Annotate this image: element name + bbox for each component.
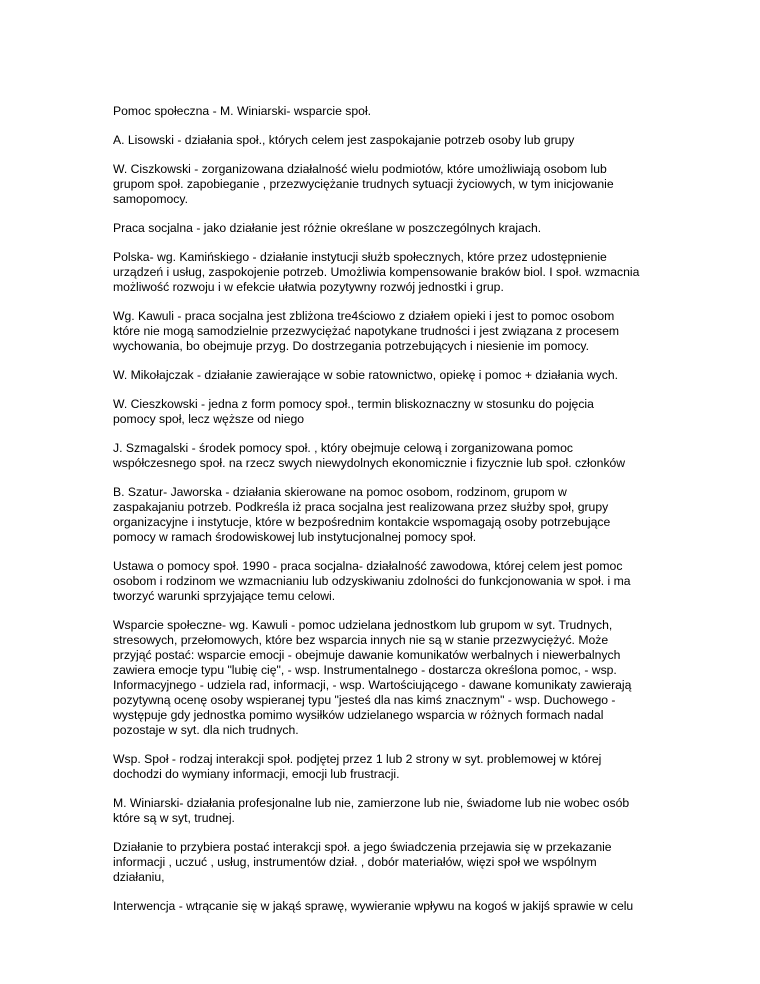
- text-line: Praca socjalna - jako działanie jest różnie określane w poszczególnych krajach.: [113, 221, 542, 235]
- text-line: które są w syt, trudnej.: [113, 811, 235, 825]
- text-line: pomocy w ramach środowiskowej lub instytucjonalnej pomocy społ.: [113, 530, 477, 544]
- paragraph: [113, 752, 653, 782]
- paragraph: [113, 485, 653, 545]
- text-line: J. Szmagalski - środek pomocy społ. , który obejmuje celową i zorganizowana pomoc: [113, 441, 573, 455]
- paragraph: [113, 309, 653, 354]
- text-line: organizacyjne i instytucje, które w bezpośrednim kontakcie wspomagają osoby potrzebujące: [113, 515, 611, 529]
- text-line: Ustawa o pomocy społ. 1990 - praca socjalna- działalność zawodowa, której celem jest pomoc: [113, 559, 623, 573]
- text-line: pozytywną ocenę osoby wspieranej typu "jesteś dla nas kimś znacznym" - wsp. Duchowego -: [113, 693, 616, 707]
- text-line: dochodzi do wymiany informacji, emocji lub frustracji.: [113, 767, 400, 781]
- text-line: informacji , uczuć , usług, instrumentów dział. , dobór materiałów, więzi społ we wspólnym: [113, 855, 597, 869]
- text-line: przyjąć postać: wsparcie emocji - obejmuje dawanie komunikatów werbalnych i niewerbalnych: [113, 648, 621, 662]
- paragraph: [113, 441, 653, 471]
- text-line: tworzyć warunki sprzyjające temu celowi.: [113, 589, 336, 603]
- text-line: W. Cieszkowski - jedna z form pomocy społ., termin bliskoznaczny w stosunku do pojęcia: [113, 397, 594, 411]
- paragraph: [113, 397, 653, 427]
- text-line: Wsparcie społeczne- wg. Kawuli - pomoc udzielana jednostkom lub grupom w syt. Trudnych,: [113, 618, 613, 632]
- text-line: A. Lisowski - działania społ., których celem jest zaspokajanie potrzeb osoby lub grupy: [113, 133, 575, 147]
- text-line: B. Szatur- Jaworska - działania skierowane na pomoc osobom, rodzinom, grupom w: [113, 485, 567, 499]
- paragraph: [113, 899, 653, 914]
- text-line: W. Mikołajczak - działanie zawierające w sobie ratownictwo, opiekę i pomoc + działania wych.: [113, 368, 618, 382]
- text-line: Wsp. Społ - rodzaj interakcji społ. podjętej przez 1 lub 2 strony w syt. problemowej w której: [113, 752, 602, 766]
- document-page: [113, 104, 653, 928]
- text-line: stresowych, przełomowych, które bez wsparcia innych nie są w stanie przezwyciężyć. Może: [113, 633, 609, 647]
- text-line: Interwencja - wtrącanie się w jakąś sprawę, wywieranie wpływu na kogoś w jakijś sprawie w celu: [113, 899, 634, 913]
- text-line: Polska- wg. Kamińskiego - działanie instytucji służb społecznych, które przez udostępnienie: [113, 250, 607, 264]
- text-line: Informacyjnego - udziela rad, informacji, - wsp. Wartościującego - dawane komunikaty zawierają: [113, 678, 632, 692]
- text-line: które nie mogą samodzielnie przezwyciężać napotykane trudności i jest związana z procesem: [113, 324, 620, 338]
- paragraph: [113, 559, 653, 604]
- text-line: pomocy społ, lecz węższe od niego: [113, 412, 305, 426]
- text-line: osobom i rodzinom we wzmacnianiu lub odzyskiwaniu zdolności do funkcjonowania w społ. i ma: [113, 574, 631, 588]
- paragraph: [113, 221, 653, 236]
- paragraph: [113, 250, 653, 295]
- paragraph: [113, 618, 653, 738]
- text-line: pozostaje w syt. dla nich trudnych.: [113, 723, 299, 737]
- paragraph: [113, 368, 653, 383]
- text-line: możliwość rozwoju i w efekcie ułatwia pozytywny rozwój jednostki i grup.: [113, 280, 504, 294]
- text-line: urządzeń i usług, zaspokojenie potrzeb. Umożliwia kompensowanie braków biol. I społ. wzmacnia: [113, 265, 640, 279]
- text-line: wychowania, bo obejmuje przyg. Do dostrzegania potrzebujących i niesienie im pomocy.: [113, 339, 590, 353]
- text-line: grupom społ. zapobieganie , przezwyciężanie trudnych sytuacji życiowych, w tym inicjowanie: [113, 177, 614, 191]
- text-line: zaspakajaniu potrzeb. Podkreśla iż praca socjalna jest realizowana przez służby społ, grupy: [113, 500, 609, 514]
- text-line: Wg. Kawuli - praca socjalna jest zbliżona tre4ściowo z działem opieki i jest to pomoc osobom: [113, 309, 615, 323]
- paragraph: [113, 840, 653, 885]
- paragraph: [113, 104, 653, 119]
- paragraph: [113, 133, 653, 148]
- text-line: występuje gdy jednostka pomimo wysiłków udzielanego wsparcia w różnych formach nadal: [113, 708, 604, 722]
- text-line: współczesnego społ. na rzecz swych niewydolnych ekonomicznie i fizycznie lub społ. członków: [113, 456, 626, 470]
- text-line: działaniu,: [113, 870, 165, 884]
- text-line: samopomocy.: [113, 192, 188, 206]
- text-line: W. Ciszkowski - zorganizowana działalność wielu podmiotów, które umożliwiają osobom lub: [113, 162, 607, 176]
- paragraph: [113, 162, 653, 207]
- paragraph: [113, 796, 653, 826]
- text-line: zawiera emocje typu "lubię cię", - wsp. Instrumentalnego - dostarcza określona pomoc, - wsp.: [113, 663, 617, 677]
- text-line: M. Winiarski- działania profesjonalne lub nie, zamierzone lub nie, świadome lub nie wobec osób: [113, 796, 630, 810]
- text-line: Działanie to przybiera postać interakcji społ. a jego świadczenia przejawia się w przekazanie: [113, 840, 612, 854]
- text-line: Pomoc społeczna - M. Winiarski- wsparcie społ.: [113, 104, 372, 118]
